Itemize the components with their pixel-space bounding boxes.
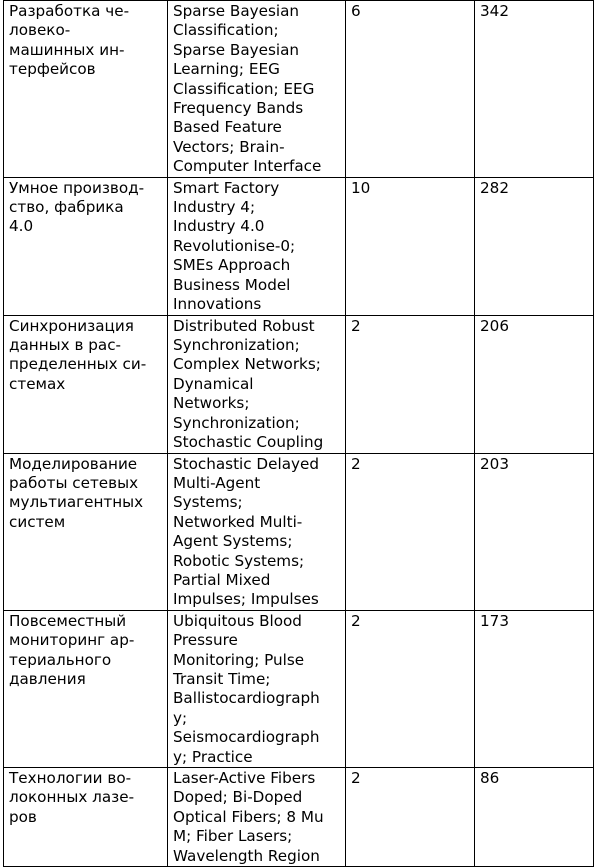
count-cell: 6 xyxy=(346,1,475,178)
table-row xyxy=(4,610,594,767)
table-row xyxy=(4,177,594,315)
topic-cell: Умное производ- ство, фабрика 4.0 xyxy=(4,177,168,315)
value-cell: 282 xyxy=(475,177,594,315)
count-cell: 2 xyxy=(346,315,475,453)
count-cell: 2 xyxy=(346,610,475,767)
keywords-cell: Distributed Robust Synchronization; Complex Networks; Dynamical Networks; Synchronization; Stochastic Coupling xyxy=(168,315,346,453)
keywords-cell: Ubiquitous Blood Pressure Monitoring; Pulse Transit Time; Ballistocardiograph y; Seismocardiograph y; Practice xyxy=(168,610,346,767)
value-cell: 203 xyxy=(475,453,594,610)
keywords-cell: Stochastic Delayed Multi-Agent Systems; Networked Multi- Agent Systems; Robotic Systems; Partial Mixed Impulses; Impulses xyxy=(168,453,346,610)
count-cell: 10 xyxy=(346,177,475,315)
topic-cell: Синхронизация данных в рас- пределенных си- стемах xyxy=(4,315,168,453)
keywords-cell: Laser-Active Fibers Doped; Bi-Doped Optical Fibers; 8 Mu M; Fiber Lasers; Wavelength Region xyxy=(168,768,346,867)
keywords-cell: Smart Factory Industry 4; Industry 4.0 Revolutionise-0; SMEs Approach Business Model Innovations xyxy=(168,177,346,315)
research-topics-table xyxy=(3,0,594,867)
table-row xyxy=(4,1,594,178)
topic-cell: Технологии во- локонных лазе- ров xyxy=(4,768,168,867)
topic-cell: Повсеместный мониторинг ар- териального давления xyxy=(4,610,168,767)
keywords-cell: Sparse Bayesian Classification; Sparse Bayesian Learning; EEG Classification; EEG Frequency Bands Based Feature Vectors; Brain- Computer Interface xyxy=(168,1,346,178)
value-cell: 342 xyxy=(475,1,594,178)
value-cell: 86 xyxy=(475,768,594,867)
value-cell: 206 xyxy=(475,315,594,453)
count-cell: 2 xyxy=(346,768,475,867)
count-cell: 2 xyxy=(346,453,475,610)
table-row xyxy=(4,315,594,453)
topic-cell: Разработка че- ловеко- машинных ин- терфейсов xyxy=(4,1,168,178)
table-row xyxy=(4,768,594,867)
value-cell: 173 xyxy=(475,610,594,767)
topic-cell: Моделирование работы сетевых мультиагентных систем xyxy=(4,453,168,610)
table-row xyxy=(4,453,594,610)
